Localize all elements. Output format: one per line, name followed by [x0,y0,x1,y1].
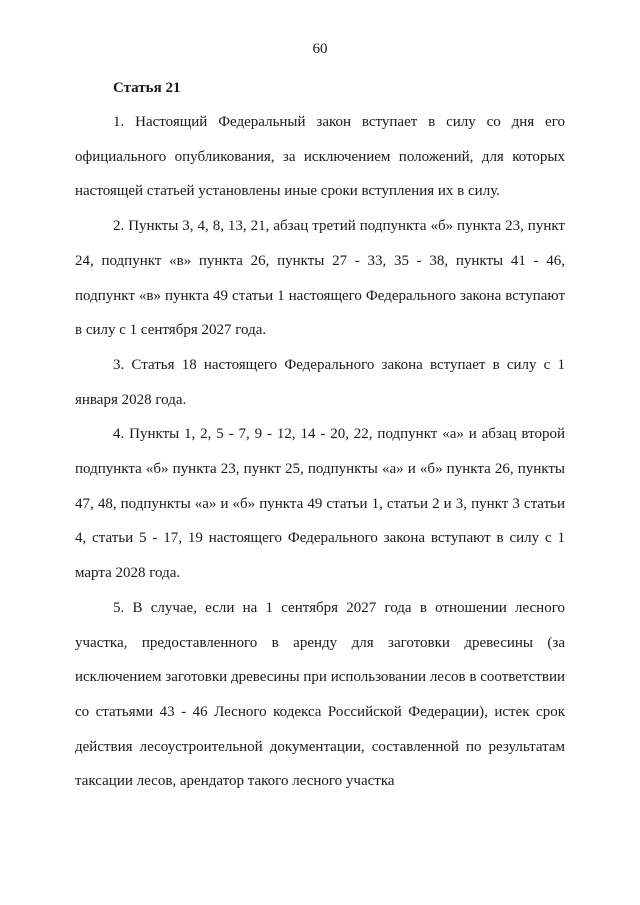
page-number: 60 [312,41,328,57]
paragraph-4: 4. Пункты 1, 2, 5 - 7, 9 - 12, 14 - 20, 22, подпункт «а» и абзац второй подпункта «б» пункта 23, пункт 25, подпункты «а» и «б» пункта 26, пункты 47, 48, подпункты «а» и «б» пункта 49 статьи 1, статьи 2 и 3, пункт 3 статьи 4, статьи 5 - 17, 19 настоящего Федерального закона вступают в силу с 1 марта 2028 года. [75,426,565,582]
document-body [75,105,565,799]
paragraph-1: 1. Настоящий Федеральный закон вступает в силу со дня его официального опубликования, за исключением положений, для которых настоящей статьей установлены иные сроки вступления их в силу. [75,114,565,200]
paragraph-5: 5. В случае, если на 1 сентября 2027 года в отношении лесного участка, предоставленного в аренду для заготовки древесины (за исключением заготовки древесины при использовании лесов в соответствии со статьями 43 - 46 Лесного кодекса Российской Федерации), истек срок действия лесоустроительной документации, составленной по результатам таксации лесов, арендатор такого лесного участка [75,599,565,790]
paragraph-2: 2. Пункты 3, 4, 8, 13, 21, абзац третий подпункта «б» пункта 23, пункт 24, подпункт «в» пункта 26, пункты 27 - 33, 35 - 38, пункты 41 - 46, подпункт «в» пункта 49 статьи 1 настоящего Федерального закона вступают в силу с 1 сентября 2027 года. [75,218,565,339]
article-title: Статья 21 [113,80,181,96]
paragraph-3: 3. Статья 18 настоящего Федерального закона вступает в силу с 1 января 2028 года. [75,356,565,408]
